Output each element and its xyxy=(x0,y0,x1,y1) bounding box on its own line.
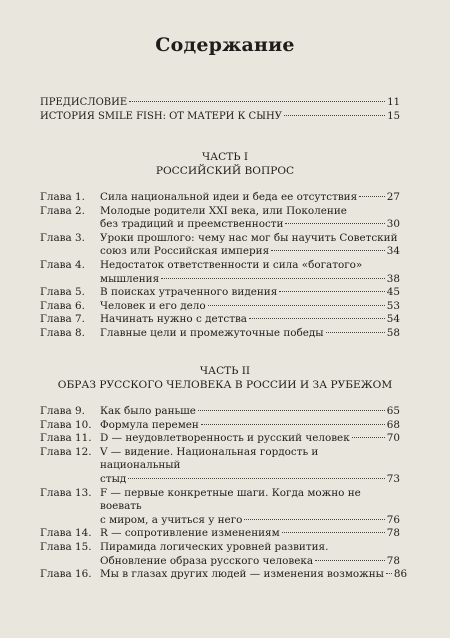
page-number: 76 xyxy=(386,513,400,526)
toc-entry-text: стыд xyxy=(100,472,127,485)
toc-entry xyxy=(40,487,400,528)
page-title: Содержание xyxy=(155,34,295,56)
dot-leader xyxy=(359,196,385,197)
chapter-label: Глава 12. xyxy=(40,445,92,458)
toc-entry-text: Уроки прошлого: чему нас мог бы научить Советский xyxy=(100,231,398,244)
toc-entry-body xyxy=(100,405,400,419)
toc-leader-line xyxy=(100,555,400,569)
toc-entry-body xyxy=(100,327,400,341)
page-number: 38 xyxy=(386,272,400,285)
toc-entry-text: D — неудовлетворенность и русский человек xyxy=(100,432,350,445)
dot-leader xyxy=(315,560,385,561)
toc-entry xyxy=(40,527,400,541)
toc-entry-text: Начинать нужно с детства xyxy=(100,313,247,326)
toc-entry xyxy=(40,205,400,232)
toc-leader-line xyxy=(100,300,400,314)
chapter-label: Глава 4. xyxy=(40,258,85,271)
toc-entry-text: ПРЕДИСЛОВИЕ xyxy=(40,97,128,108)
chapter-label: Глава 15. xyxy=(40,540,92,553)
toc-entry xyxy=(40,568,408,582)
dot-leader xyxy=(161,278,385,279)
chapter-label: Глава 11. xyxy=(40,432,92,445)
toc-entry xyxy=(40,419,400,433)
toc-leader-line xyxy=(40,96,400,110)
page-number: 27 xyxy=(386,191,400,203)
toc-leader-line xyxy=(100,313,400,327)
toc-entry-body xyxy=(100,313,400,327)
chapter-label: Глава 3. xyxy=(40,231,85,244)
page-number: 54 xyxy=(386,313,400,326)
page-number: 34 xyxy=(386,245,400,258)
page-number: 11 xyxy=(387,97,400,108)
toc-entry-body xyxy=(100,232,400,259)
dot-leader xyxy=(129,101,385,102)
chapter-label: Глава 1. xyxy=(40,191,85,203)
toc-entry-text: с миром, а учиться у него xyxy=(100,513,243,526)
dot-leader xyxy=(285,223,384,224)
toc-entry-body xyxy=(100,300,400,314)
part-2-heading: ЧАСТЬ II xyxy=(199,365,251,377)
toc-entry xyxy=(40,259,400,286)
page-number: 15 xyxy=(387,110,400,122)
chapter-label: Глава 5. xyxy=(40,286,85,299)
toc-leader-line xyxy=(100,432,400,446)
toc-entry xyxy=(40,232,400,259)
toc-entry-text: В поисках утраченного видения xyxy=(100,286,278,299)
toc-leader-line xyxy=(100,327,400,341)
toc-entry-body xyxy=(100,568,408,582)
toc-entry-text: Молодые родители XXI века, или Поколение xyxy=(100,204,347,217)
toc-entry-body xyxy=(100,419,400,433)
page-number: 78 xyxy=(386,527,400,540)
chapter-label: Глава 14. xyxy=(40,527,92,540)
toc-entry-text: ИСТОРИЯ SMILE FISH: ОТ МАТЕРИ К СЫНУ xyxy=(40,110,282,122)
chapter-label: Глава 16. xyxy=(40,568,92,581)
toc-entry-body xyxy=(40,96,400,110)
toc-entry-body xyxy=(100,446,400,487)
toc-entry-text: без традиций и преемственности xyxy=(100,218,284,231)
toc-entry xyxy=(40,541,400,568)
toc-leader-line xyxy=(100,419,400,433)
dot-leader xyxy=(271,250,385,251)
toc-entry xyxy=(40,286,400,300)
toc-entry-text: Как было раньше xyxy=(100,405,196,417)
intro-entries xyxy=(40,96,400,123)
page-number: 78 xyxy=(386,554,400,567)
toc-entry-body xyxy=(100,487,400,528)
chapter-label: Глава 9. xyxy=(40,405,85,417)
toc-entry xyxy=(40,446,400,487)
toc-entry xyxy=(40,96,400,110)
toc-entry-text: Формула перемен xyxy=(100,418,199,431)
toc-entry-body xyxy=(100,527,400,541)
toc-entry-body xyxy=(40,110,400,124)
toc-entry xyxy=(40,405,400,419)
dot-leader xyxy=(352,437,385,438)
toc-entry xyxy=(40,432,400,446)
toc-leader-line xyxy=(100,473,400,487)
toc-leader-line xyxy=(100,286,400,300)
part-1-chapters xyxy=(40,191,400,341)
toc-entry-body xyxy=(100,259,400,286)
toc-entry-body xyxy=(100,191,400,205)
dot-leader xyxy=(284,115,385,116)
page-number: 53 xyxy=(386,299,400,312)
toc-entry-text: F — первые конкретные шаги. Когда можно не воевать xyxy=(100,486,361,513)
toc-entry-text: R — сопротивление изменениям xyxy=(100,527,280,540)
page-number: 65 xyxy=(386,405,400,417)
toc-leader-line xyxy=(100,245,400,259)
toc-entry-text: Главные цели и промежуточные победы xyxy=(100,326,324,339)
toc-leader-line xyxy=(100,527,400,541)
page-number: 86 xyxy=(393,568,408,581)
dot-leader xyxy=(249,318,385,319)
dot-leader xyxy=(282,532,385,533)
page-number: 73 xyxy=(386,472,400,485)
toc-entry xyxy=(40,191,400,205)
toc-entry-body xyxy=(100,432,400,446)
toc-entry-text: Мы в глазах других людей — изменения возможны xyxy=(100,568,384,581)
part-1-heading: ЧАСТЬ I xyxy=(201,151,249,163)
part-1-header xyxy=(0,150,450,178)
dot-leader xyxy=(208,305,385,306)
chapter-label: Глава 6. xyxy=(40,299,85,312)
toc-leader-line xyxy=(100,405,400,419)
dot-leader xyxy=(128,478,385,479)
toc-entry-text: мышления xyxy=(100,272,160,285)
toc-entry xyxy=(40,327,400,341)
chapter-label: Глава 10. xyxy=(40,418,92,431)
part-2-chapters xyxy=(40,405,408,582)
toc-entry-text: союз или Российская империя xyxy=(100,245,270,258)
chapter-label: Глава 8. xyxy=(40,326,85,339)
dot-leader xyxy=(201,424,385,425)
page-number: 30 xyxy=(386,218,400,231)
page-number: 45 xyxy=(386,286,400,299)
toc-leader-line xyxy=(100,514,400,528)
toc-entry xyxy=(40,110,400,124)
toc-entry xyxy=(40,300,400,314)
dot-leader xyxy=(198,410,385,411)
dot-leader xyxy=(244,519,384,520)
toc-leader-line xyxy=(40,110,400,124)
chapter-label: Глава 13. xyxy=(40,486,92,499)
chapter-label: Глава 2. xyxy=(40,204,85,217)
part-1-subtitle: РОССИЙСКИЙ ВОПРОС xyxy=(155,165,295,177)
dot-leader xyxy=(279,291,384,292)
toc-entry-text: Человек и его дело xyxy=(100,299,206,312)
part-2-subtitle: ОБРАЗ РУССКОГО ЧЕЛОВЕКА В РОССИИ И ЗА РУБЕЖОМ xyxy=(57,379,393,391)
toc-entry-text: Недостаток ответственности и сила «богатого» xyxy=(100,258,363,271)
toc-entry-body xyxy=(100,286,400,300)
page-number: 70 xyxy=(386,432,400,445)
dot-leader xyxy=(386,573,392,574)
dot-leader xyxy=(326,332,385,333)
toc-leader-line xyxy=(100,273,400,287)
toc-entry-text: Обновление образа русского человека xyxy=(100,554,314,567)
toc-entry-text: Сила национальной идеи и беда ее отсутствия xyxy=(100,191,358,203)
toc-entry-body xyxy=(100,541,400,568)
toc-leader-line xyxy=(100,218,400,232)
page-number: 58 xyxy=(386,326,400,339)
toc-entry-body xyxy=(100,205,400,232)
toc-entry-text: V — видение. Национальная гордость и национальный xyxy=(100,445,319,472)
toc-entry xyxy=(40,313,400,327)
part-2-header xyxy=(0,364,450,392)
chapter-label: Глава 7. xyxy=(40,313,85,326)
toc-entry-text: Пирамида логических уровней развития. xyxy=(100,540,329,553)
toc-leader-line xyxy=(100,191,400,205)
toc-leader-line xyxy=(100,568,408,582)
page-number: 68 xyxy=(386,418,400,431)
